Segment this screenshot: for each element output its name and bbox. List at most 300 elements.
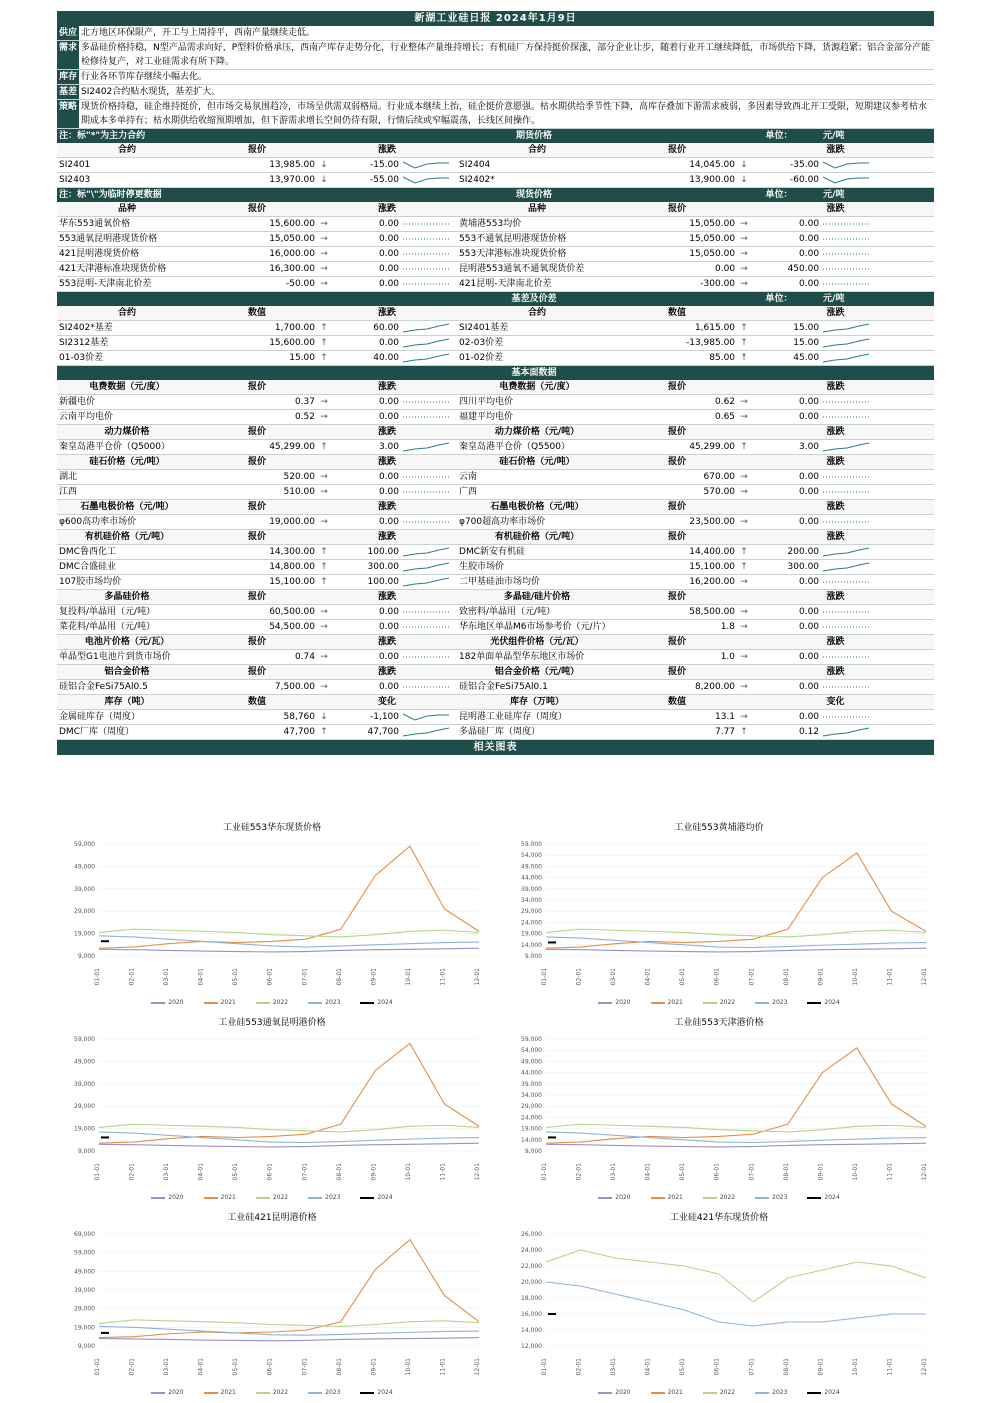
legend-swatch — [598, 1197, 612, 1199]
summary-row — [57, 100, 934, 129]
table-row — [57, 173, 934, 188]
chart-panel — [57, 1206, 487, 1396]
y-tick-label: 59,000 — [521, 841, 542, 848]
sparkline-cell — [401, 262, 457, 277]
item-price: 7.77 — [617, 725, 737, 740]
up-arrow-icon: ↑ — [737, 725, 751, 740]
item-name: 01-02价差 — [457, 351, 617, 366]
x-tick-label: 05-01 — [679, 1163, 687, 1181]
up-arrow-icon: ↑ — [317, 725, 331, 740]
flat-arrow-icon: → — [737, 650, 751, 665]
x-tick-label: 07-01 — [301, 1358, 309, 1376]
x-tick-label: 10-01 — [851, 968, 859, 986]
up-arrow-icon: ↑ — [317, 321, 331, 336]
table-row — [57, 485, 934, 500]
sparkline-cell — [401, 485, 457, 500]
x-tick-label: 04-01 — [644, 1163, 652, 1181]
table-row — [57, 277, 934, 292]
chart-panel — [504, 1011, 934, 1201]
y-tick-label: 29,000 — [521, 1103, 542, 1111]
summary-text: 北方地区环保限产，开工与上周持平，西南产量继续走低。 — [79, 26, 934, 41]
item-name: 云南平均电价 — [57, 410, 197, 425]
x-tick-label: 05-01 — [232, 968, 240, 986]
sparkline — [401, 606, 451, 618]
x-tick-label: 08-01 — [335, 1163, 343, 1181]
item-name: 553昆明-天津南北价差 — [57, 277, 197, 292]
y-tick-label: 9,000 — [524, 1148, 542, 1155]
table-row — [57, 710, 934, 725]
column-header: 涨跌 — [317, 202, 457, 217]
legend-swatch — [308, 1002, 322, 1004]
legend-swatch — [204, 1392, 218, 1394]
table-row — [57, 440, 934, 455]
sparkline — [821, 546, 871, 558]
fundamentals-table — [57, 366, 934, 740]
column-header: 涨跌 — [737, 306, 934, 321]
item-change: -1,100 — [331, 710, 401, 725]
column-header: 涨跌 — [737, 380, 934, 395]
x-tick-label: 07-01 — [301, 968, 309, 986]
sparkline — [401, 233, 451, 245]
item-name: 华东地区单晶M6市场参考价（元/片） — [457, 620, 617, 635]
legend-item: 2021 — [204, 999, 236, 1006]
sparkline-cell — [821, 620, 934, 635]
table-row — [57, 351, 934, 366]
y-tick-label: 14,000 — [521, 1327, 542, 1334]
item-change: 47,700 — [331, 725, 401, 740]
y-tick-label: 39,000 — [74, 885, 95, 893]
item-price: 15,050.00 — [617, 232, 737, 247]
legend-swatch — [151, 1392, 165, 1394]
item-name: 菜花料/单晶用（元/吨） — [57, 620, 197, 635]
legend-swatch — [703, 1002, 717, 1004]
chart-panel — [57, 816, 487, 1006]
item-change: 0.00 — [331, 277, 401, 292]
y-tick-label: 39,000 — [521, 885, 542, 893]
sparkline — [821, 726, 871, 738]
y-tick-label: 69,000 — [74, 1231, 95, 1238]
series-2020-line — [99, 948, 479, 952]
sparkline-cell — [401, 710, 457, 725]
column-header-row — [57, 635, 934, 650]
legend-item: 2023 — [308, 999, 340, 1006]
series-2023-line — [546, 937, 926, 948]
flat-arrow-icon: → — [317, 680, 331, 695]
flat-arrow-icon: → — [737, 247, 751, 262]
line-chart — [57, 1226, 487, 1376]
item-change: 0.00 — [331, 515, 401, 530]
legend-item: 2024 — [807, 1194, 839, 1201]
up-arrow-icon: ↑ — [317, 545, 331, 560]
sparkline — [401, 621, 451, 633]
legend-swatch — [308, 1197, 322, 1199]
sparkline — [821, 337, 871, 349]
section-title: 期货价格 — [516, 131, 553, 141]
column-header: 涨跌 — [737, 590, 934, 605]
item-name: 421昆明港现货价格 — [57, 247, 197, 262]
item-change: 0.00 — [751, 277, 821, 292]
section-title: 现货价格 — [516, 190, 553, 200]
sparkline-cell — [401, 247, 457, 262]
item-change: 60.00 — [331, 321, 401, 336]
item-price: 60,500.00 — [197, 605, 317, 620]
flat-arrow-icon: → — [317, 620, 331, 635]
y-tick-label: 19,000 — [521, 930, 542, 938]
sparkline-cell — [401, 545, 457, 560]
column-header: 涨跌 — [317, 635, 457, 650]
item-name: SI2401 — [57, 158, 197, 173]
series-2022-line — [546, 929, 926, 937]
item-change: 0.00 — [331, 680, 401, 695]
item-change: 300.00 — [331, 560, 401, 575]
y-tick-label: 59,000 — [74, 1249, 95, 1257]
column-header: 报价 — [197, 530, 317, 545]
item-change: 300.00 — [751, 560, 821, 575]
up-arrow-icon: ↑ — [317, 575, 331, 590]
item-change: 0.00 — [751, 650, 821, 665]
column-header: 数值 — [617, 695, 737, 710]
item-price: 15,100.00 — [197, 575, 317, 590]
y-tick-label: 20,000 — [521, 1279, 542, 1286]
x-tick-label: 08-01 — [782, 1163, 790, 1181]
column-header: 数值 — [197, 306, 317, 321]
x-tick-label: 08-01 — [335, 968, 343, 986]
x-tick-label: 05-01 — [232, 1358, 240, 1376]
section-title: 基本面数据 — [511, 368, 557, 378]
sparkline-cell — [821, 336, 934, 351]
sparkline — [821, 711, 871, 723]
legend-swatch — [308, 1392, 322, 1394]
y-tick-label: 59,000 — [74, 1036, 95, 1043]
sparkline — [401, 711, 451, 723]
flat-arrow-icon: → — [737, 277, 751, 292]
series-2020-line — [99, 1143, 479, 1147]
down-arrow-icon: ↓ — [737, 158, 751, 173]
y-tick-label: 9,000 — [77, 1148, 95, 1155]
table-row — [57, 515, 934, 530]
x-tick-label: 05-01 — [679, 1358, 687, 1376]
legend-swatch — [807, 1002, 821, 1004]
x-tick-label: 11-01 — [886, 1163, 894, 1181]
item-price: 13,970.00 — [197, 173, 317, 188]
item-change: 100.00 — [331, 545, 401, 560]
sparkline — [821, 681, 871, 693]
x-tick-label: 01-01 — [541, 968, 548, 986]
table-row — [57, 217, 934, 232]
sparkline-cell — [821, 650, 934, 665]
item-change: 0.00 — [331, 336, 401, 351]
x-tick-label: 01-01 — [94, 1163, 101, 1181]
sparkline-cell — [821, 173, 934, 188]
item-price: 15,050.00 — [617, 217, 737, 232]
column-header: 硅石价格（元/吨） — [57, 455, 197, 470]
x-tick-label: 06-01 — [266, 1163, 274, 1181]
sparkline-cell — [401, 217, 457, 232]
column-header: 涨跌 — [737, 202, 934, 217]
column-header: 涨跌 — [317, 590, 457, 605]
section-header — [57, 292, 934, 306]
legend-swatch — [256, 1392, 270, 1394]
sparkline-cell — [821, 158, 934, 173]
sparkline-cell — [821, 470, 934, 485]
legend-swatch — [360, 1197, 374, 1199]
legend-item: 2020 — [598, 1194, 630, 1201]
sparkline — [821, 411, 871, 423]
y-tick-label: 24,000 — [521, 919, 542, 927]
item-name: 硅铝合金FeSi75Al0.1 — [457, 680, 617, 695]
legend-swatch — [360, 1392, 374, 1394]
y-tick-label: 34,000 — [521, 897, 542, 904]
item-price: 45,299.00 — [197, 440, 317, 455]
y-tick-label: 19,000 — [74, 1125, 95, 1133]
flat-arrow-icon: → — [317, 262, 331, 277]
x-tick-label: 06-01 — [713, 1163, 721, 1181]
y-tick-label: 9,000 — [77, 1343, 95, 1350]
x-tick-label: 10-01 — [404, 968, 412, 986]
item-name: 致密料/单晶用（元/吨） — [457, 605, 617, 620]
sparkline-cell — [821, 262, 934, 277]
sparkline-cell — [821, 560, 934, 575]
item-name: 黄埔港553均价 — [457, 217, 617, 232]
item-name: 553通氧昆明港现货价格 — [57, 232, 197, 247]
legend-item: 2022 — [256, 1194, 288, 1201]
sparkline — [821, 352, 871, 364]
column-header: 合约 — [457, 306, 617, 321]
sparkline — [401, 322, 451, 334]
column-header: 涨跌 — [317, 380, 457, 395]
item-price: 1.8 — [617, 620, 737, 635]
legend-item: 2024 — [807, 999, 839, 1006]
item-price: 14,300.00 — [197, 545, 317, 560]
item-name: DMC合盛硅业 — [57, 560, 197, 575]
x-tick-label: 08-01 — [782, 968, 790, 986]
item-name: SI2312基差 — [57, 336, 197, 351]
column-header: 品种 — [57, 202, 197, 217]
series-2023-line — [546, 1132, 926, 1143]
item-price: 14,800.00 — [197, 560, 317, 575]
x-tick-label: 01-01 — [94, 968, 101, 986]
x-tick-label: 03-01 — [610, 1358, 618, 1376]
legend-item: 2020 — [151, 999, 183, 1006]
x-tick-label: 05-01 — [232, 1163, 240, 1181]
item-change: 0.00 — [331, 620, 401, 635]
item-change: 0.00 — [331, 247, 401, 262]
sparkline — [401, 561, 451, 573]
x-tick-label: 06-01 — [713, 968, 721, 986]
column-header: 电费数据（元/度） — [57, 380, 197, 395]
table-row — [57, 232, 934, 247]
y-tick-label: 19,000 — [74, 930, 95, 938]
section-note: 注：标"\"为临时停更数据 — [59, 190, 162, 200]
summary-text: SI2402合约贴水现货，基差扩大。 — [79, 85, 934, 100]
item-change: 0.00 — [331, 650, 401, 665]
flat-arrow-icon: → — [737, 470, 751, 485]
column-header: 品种 — [457, 202, 617, 217]
item-name: 单晶型G1电池片到货市场价 — [57, 650, 197, 665]
item-name: SI2403 — [57, 173, 197, 188]
y-tick-label: 19,000 — [521, 1125, 542, 1133]
item-price: 15,600.00 — [197, 336, 317, 351]
legend-swatch — [755, 1002, 769, 1004]
item-name: 02-03价差 — [457, 336, 617, 351]
y-tick-label: 54,000 — [521, 1047, 542, 1055]
sparkline — [821, 322, 871, 334]
item-price: -50.00 — [197, 277, 317, 292]
table-row — [57, 725, 934, 740]
item-price: 15,050.00 — [617, 247, 737, 262]
sparkline-cell — [821, 575, 934, 590]
column-header: 铝合金价格 — [57, 665, 197, 680]
up-arrow-icon: ↑ — [317, 560, 331, 575]
column-header-row — [57, 380, 934, 395]
x-tick-label: 11-01 — [886, 1358, 894, 1376]
report-title: 新湖工业硅日报 2024年1月9日 — [57, 11, 934, 26]
summary-label: 供应 — [57, 26, 79, 41]
x-tick-label: 10-01 — [404, 1163, 412, 1181]
unit-label: 单位： — [765, 190, 793, 200]
x-tick-label: 01-01 — [541, 1163, 548, 1181]
column-header: 涨跌 — [737, 665, 934, 680]
legend-swatch — [651, 1197, 665, 1199]
y-tick-label: 16,000 — [521, 1311, 542, 1318]
x-tick-label: 02-01 — [128, 1358, 136, 1376]
y-tick-label: 44,000 — [521, 1069, 542, 1077]
item-price: 15,050.00 — [197, 232, 317, 247]
item-name: 秦皇岛港平仓价（Q5500） — [457, 440, 617, 455]
x-tick-label: 10-01 — [404, 1358, 412, 1376]
x-tick-label: 12-01 — [474, 1358, 481, 1376]
item-change: 0.00 — [751, 605, 821, 620]
sparkline-cell — [821, 217, 934, 232]
flat-arrow-icon: → — [317, 485, 331, 500]
up-arrow-icon: ↑ — [317, 351, 331, 366]
column-header-row — [57, 695, 934, 710]
sparkline-cell — [821, 710, 934, 725]
item-change: 0.00 — [331, 232, 401, 247]
line-chart — [57, 1031, 487, 1181]
item-price: 15,600.00 — [197, 217, 317, 232]
column-header: 报价 — [197, 380, 317, 395]
table-row — [57, 247, 934, 262]
column-header: 报价 — [617, 380, 737, 395]
item-price: 85.00 — [617, 351, 737, 366]
legend-item: 2021 — [651, 999, 683, 1006]
item-name: 云南 — [457, 470, 617, 485]
item-name: 421天津港标准块现货价格 — [57, 262, 197, 277]
legend-item: 2022 — [703, 1194, 735, 1201]
sparkline — [821, 486, 871, 498]
series-2023-line — [99, 1132, 479, 1143]
column-header: 石墨电极价格（元/吨） — [457, 500, 617, 515]
column-header: 合约 — [57, 143, 197, 158]
column-header: 有机硅价格（元/吨） — [57, 530, 197, 545]
x-tick-label: 07-01 — [748, 1163, 756, 1181]
x-tick-label: 09-01 — [817, 1163, 825, 1181]
item-price: -13,985.00 — [617, 336, 737, 351]
series-2022-line — [99, 929, 479, 937]
legend-swatch — [360, 1002, 374, 1004]
chart-title: 工业硅421华东现货价格 — [669, 1213, 769, 1223]
y-tick-label: 29,000 — [74, 908, 95, 916]
sparkline-cell — [401, 410, 457, 425]
item-change: 0.00 — [751, 620, 821, 635]
column-header-row — [57, 455, 934, 470]
item-price: 510.00 — [197, 485, 317, 500]
column-header: 涨跌 — [737, 635, 934, 650]
item-price: 0.74 — [197, 650, 317, 665]
item-price: 0.62 — [617, 395, 737, 410]
legend-swatch — [651, 1392, 665, 1394]
sparkline — [401, 159, 451, 171]
sparkline — [821, 606, 871, 618]
sparkline-cell — [401, 321, 457, 336]
item-price: 14,045.00 — [617, 158, 737, 173]
item-price: -300.00 — [617, 277, 737, 292]
item-price: 45,299.00 — [617, 440, 737, 455]
column-header: 有机硅价格（元/吨） — [457, 530, 617, 545]
item-name: 二甲基硅油市场均价 — [457, 575, 617, 590]
x-tick-label: 07-01 — [301, 1163, 309, 1181]
sparkline-cell — [401, 158, 457, 173]
table-row — [57, 262, 934, 277]
sparkline — [401, 486, 451, 498]
legend-item: 2024 — [807, 1389, 839, 1396]
x-tick-label: 02-01 — [575, 968, 583, 986]
sparkline-cell — [401, 351, 457, 366]
item-price: 15.00 — [197, 351, 317, 366]
y-tick-label: 44,000 — [521, 874, 542, 882]
summary-table — [57, 26, 934, 129]
sparkline — [401, 576, 451, 588]
item-price: 13.1 — [617, 710, 737, 725]
y-tick-label: 54,000 — [521, 852, 542, 860]
column-header: 报价 — [197, 590, 317, 605]
column-header: 光伏组件价格（元/瓦） — [457, 635, 617, 650]
sparkline — [401, 546, 451, 558]
item-price: 0.52 — [197, 410, 317, 425]
x-tick-label: 11-01 — [439, 968, 447, 986]
item-price: 13,985.00 — [197, 158, 317, 173]
up-arrow-icon: ↑ — [317, 440, 331, 455]
legend-swatch — [598, 1002, 612, 1004]
sparkline-cell — [821, 680, 934, 695]
unit-label: 单位： — [765, 294, 793, 304]
y-tick-label: 59,000 — [521, 1036, 542, 1043]
flat-arrow-icon: → — [737, 680, 751, 695]
x-tick-label: 12-01 — [921, 1358, 928, 1376]
sparkline-cell — [401, 560, 457, 575]
x-tick-label: 02-01 — [575, 1358, 583, 1376]
y-tick-label: 39,000 — [74, 1080, 95, 1088]
item-price: 14,400.00 — [617, 545, 737, 560]
chart-title: 工业硅553天津港价格 — [674, 1018, 764, 1028]
item-price: 570.00 — [617, 485, 737, 500]
x-tick-label: 03-01 — [610, 968, 618, 986]
flat-arrow-icon: → — [737, 232, 751, 247]
item-name: SI2402*基差 — [57, 321, 197, 336]
item-name: 多晶硅厂库（周度） — [457, 725, 617, 740]
y-tick-label: 18,000 — [521, 1295, 542, 1302]
y-tick-label: 26,000 — [521, 1231, 542, 1238]
x-tick-label: 05-01 — [679, 968, 687, 986]
sparkline — [821, 441, 871, 453]
column-header-row — [57, 590, 934, 605]
x-tick-label: 11-01 — [439, 1163, 447, 1181]
column-header: 涨跌 — [737, 143, 934, 158]
y-tick-label: 19,000 — [74, 1324, 95, 1332]
item-change: 0.00 — [751, 575, 821, 590]
item-change: 0.00 — [751, 395, 821, 410]
